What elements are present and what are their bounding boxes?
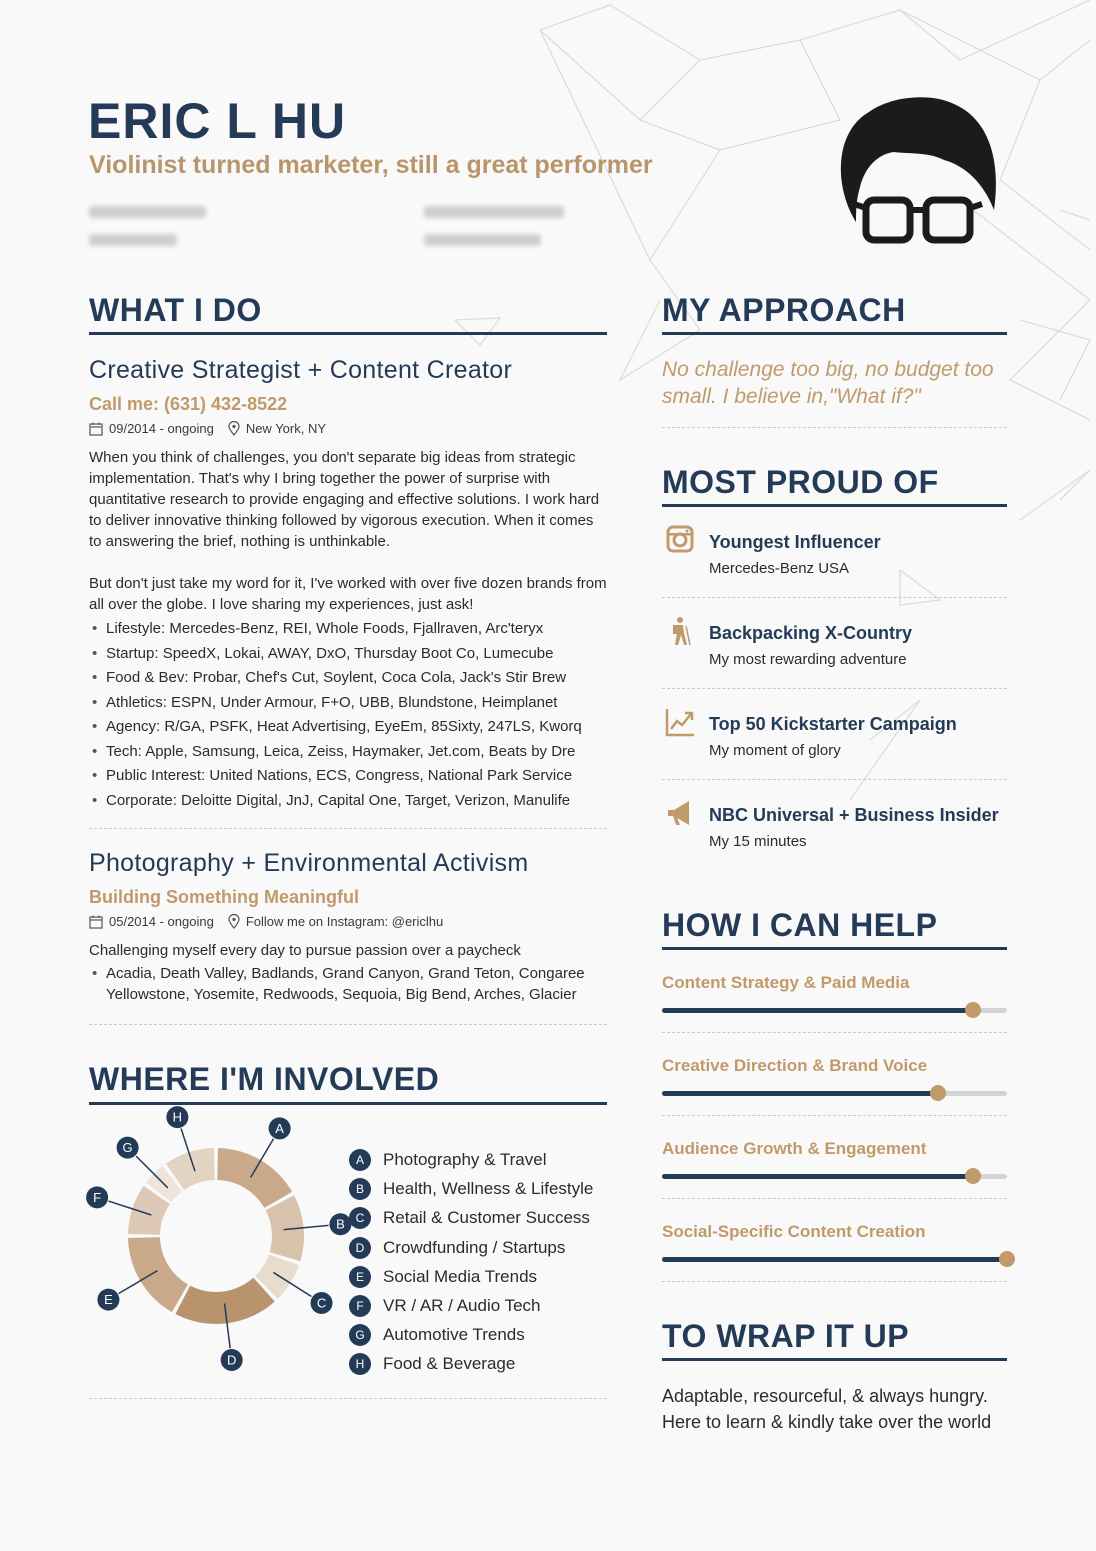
section-title-approach: MY APPROACH — [662, 292, 906, 328]
donut-label-a: A — [275, 1120, 284, 1136]
job-dates: 05/2014 - ongoing — [109, 914, 214, 929]
list-item — [89, 963, 585, 1005]
list-item: • Corporate: Deloitte Digital, JnJ, Capital One, Target, Verizon, Manulife — [89, 789, 582, 814]
list-item: • Lifestyle: Mercedes-Benz, REI, Whole Foods, Fjallraven, Arc'teryx — [89, 617, 582, 642]
section-title-help: HOW I CAN HELP — [662, 907, 938, 943]
donut-label-g: G — [122, 1140, 133, 1156]
legend-label: Crowdfunding / Startups — [383, 1237, 566, 1257]
skill-bar-fill — [662, 1174, 973, 1179]
skill-bar-fill — [662, 1008, 973, 1013]
job-title: Photography + Environmental Activism — [89, 849, 529, 877]
legend-badge: A — [349, 1149, 371, 1171]
list-item: • Tech: Apple, Samsung, Leica, Zeiss, Haymaker, Jet.com, Beats by Dre — [89, 740, 582, 765]
job-phone[interactable]: Call me: (631) 432-8522 — [89, 394, 288, 414]
legend-badge: H — [349, 1353, 371, 1375]
achievement-subtitle: My most rewarding adventure — [709, 651, 907, 668]
donut-slice-d — [175, 1278, 274, 1324]
list-item-line: Yellowstone, Yosemite, Redwoods, Sequoia, Big Bend, Arches, Glacier — [106, 986, 577, 1003]
achievement-title: NBC Universal + Business Insider — [709, 805, 999, 825]
legend-label: Health, Wellness & Lifestyle — [383, 1179, 594, 1199]
section-divider — [662, 332, 1007, 335]
instagram-icon — [665, 524, 695, 554]
dashed-divider — [662, 688, 1007, 689]
skill-bar — [662, 1091, 1007, 1096]
megaphone-icon — [665, 798, 695, 828]
legend-badge: C — [349, 1207, 371, 1229]
achievement-subtitle: Mercedes-Benz USA — [709, 560, 850, 577]
location-pin-icon — [228, 915, 240, 929]
dashed-divider — [89, 1398, 607, 1399]
donut-label-b: B — [336, 1216, 345, 1232]
section-title-proud: MOST PROUD OF — [662, 464, 939, 500]
list-item: • Athletics: ESPN, Under Armour, F+O, UBB, Blundstone, Heimplanet — [89, 691, 582, 716]
dashed-divider — [662, 1115, 1007, 1116]
skill-bar-knob — [965, 1168, 981, 1184]
legend-label: Automotive Trends — [383, 1325, 525, 1345]
tagline: Violinist turned marketer, still a great performer — [89, 151, 653, 179]
legend-label: Photography & Travel — [383, 1150, 547, 1169]
skill-label: Creative Direction & Brand Voice — [662, 1056, 928, 1075]
legend-item — [349, 1237, 565, 1259]
skill-bar-knob — [930, 1085, 946, 1101]
achievement-title: Youngest Influencer — [709, 532, 881, 552]
legend-label: VR / AR / Audio Tech — [383, 1296, 541, 1315]
legend-label: Retail & Customer Success — [383, 1208, 590, 1228]
donut-label-d: D — [226, 1352, 237, 1368]
legend-badge: F — [349, 1295, 371, 1317]
legend-item — [349, 1295, 541, 1317]
brand-list — [89, 617, 582, 813]
location-pin-icon — [228, 422, 240, 436]
instagram-handle[interactable]: Follow me on Instagram: @ericlhu — [245, 914, 444, 929]
job-subtitle: Building Something Meaningful — [89, 887, 359, 907]
dashed-divider — [662, 427, 1007, 428]
achievement-subtitle: My 15 minutes — [709, 833, 807, 850]
calendar-icon — [89, 422, 103, 436]
section-divider — [89, 332, 607, 335]
closing-line: Adaptable, resourceful, & always hungry. — [662, 1386, 988, 1406]
involvement-donut-chart — [93, 1109, 345, 1368]
section-title-wrap: TO WRAP IT UP — [662, 1318, 910, 1354]
legend-item — [349, 1207, 590, 1229]
job-meta — [89, 421, 326, 436]
legend-badge: B — [349, 1178, 371, 1200]
dashed-divider — [662, 779, 1007, 780]
section-title-what-i-do: WHAT I DO — [89, 292, 262, 328]
skill-bar — [662, 1008, 1007, 1013]
blurred-contact — [424, 234, 541, 246]
donut-label-h: H — [172, 1109, 183, 1125]
donut-slice-a — [217, 1148, 292, 1208]
legend-badge: G — [349, 1324, 371, 1346]
closing-line: Here to learn & kindly take over the world — [662, 1412, 992, 1432]
legend-item — [349, 1324, 525, 1346]
dashed-divider — [662, 597, 1007, 598]
list-item: • Agency: R/GA, PSFK, Heat Advertising, EyeEm, 85Sixty, 247LS, Kworq — [89, 715, 582, 740]
section-divider — [662, 504, 1007, 507]
legend-badge: D — [349, 1237, 371, 1259]
achievement-title: Top 50 Kickstarter Campaign — [709, 714, 957, 734]
legend-label: Food & Beverage — [383, 1354, 516, 1374]
calendar-icon — [89, 915, 103, 929]
skill-bar-fill — [662, 1257, 1007, 1262]
skill-label: Content Strategy & Paid Media — [662, 973, 910, 992]
legend-label: Social Media Trends — [383, 1266, 538, 1286]
donut-slice-e — [128, 1237, 188, 1312]
dashed-divider — [89, 1024, 607, 1025]
list-item: • Food & Bev: Probar, Chef's Cut, Soylent, Coca Cola, Jack's Stir Brew — [89, 666, 582, 691]
dashed-divider — [662, 1032, 1007, 1033]
job-description: Challenging myself every day to pursue passion over a paycheck — [89, 942, 521, 959]
job-dates: 09/2014 - ongoing — [109, 421, 214, 436]
donut-label-e: E — [104, 1292, 113, 1308]
job-title: Creative Strategist + Content Creator — [89, 356, 513, 384]
legend-item — [349, 1353, 515, 1375]
parks-list — [89, 963, 585, 1005]
job-meta — [89, 914, 443, 929]
job-description: When you think of challenges, you don't separate big ideas from strategic implementation. That's why I bring together the power of surprise with quantitative research to provide engaging and effective solutions. I work hard to deliver innovative thinking followed by vigorous execution. When it comes to answering the brief, nothing is unthinkable. — [89, 449, 600, 550]
achievement-title: Backpacking X-Country — [709, 623, 913, 643]
closing-statement — [662, 1383, 991, 1435]
section-divider — [662, 1358, 1007, 1361]
section-title-involved: WHERE I'M INVOLVED — [89, 1061, 440, 1097]
skill-bar-fill — [662, 1091, 938, 1096]
legend-badge: E — [349, 1266, 371, 1288]
hiker-icon — [665, 616, 695, 646]
section-divider — [662, 947, 1007, 950]
skill-label: Social-Specific Content Creation — [662, 1222, 926, 1241]
blurred-contact — [89, 206, 206, 218]
donut-label-c: C — [316, 1295, 327, 1311]
person-name: ERIC L HU — [88, 93, 347, 149]
list-item-line: Acadia, Death Valley, Badlands, Grand Canyon, Grand Teton, Congaree — [106, 965, 585, 982]
skill-bar — [662, 1174, 1007, 1179]
skill-bar — [662, 1257, 1007, 1262]
dashed-divider — [89, 828, 607, 829]
skill-bar-knob — [965, 1002, 981, 1018]
legend-item — [349, 1266, 537, 1288]
dashed-divider — [662, 1198, 1007, 1199]
skill-bar-knob — [999, 1251, 1015, 1267]
job-description: But don't just take my word for it, I've worked with over five dozen brands from all over the globe. I love sharing my experiences, just ask! — [89, 575, 607, 613]
donut-label-f: F — [93, 1189, 102, 1205]
section-divider — [89, 1102, 607, 1105]
avatar — [834, 92, 1000, 254]
approach-quote: No challenge too big, no budget too small. I believe in,"What if?" — [662, 358, 994, 408]
dashed-divider — [662, 1281, 1007, 1282]
list-item: • Public Interest: United Nations, ECS, Congress, National Park Service — [89, 764, 582, 789]
legend-item — [349, 1178, 593, 1200]
job-location: New York, NY — [245, 421, 327, 436]
list-item: • Startup: SpeedX, Lokai, AWAY, DxO, Thursday Boot Co, Lumecube — [89, 642, 582, 667]
achievement-subtitle: My moment of glory — [709, 742, 841, 759]
legend-item — [349, 1149, 546, 1171]
skill-label: Audience Growth & Engagement — [662, 1139, 927, 1158]
blurred-contact — [89, 234, 177, 246]
blurred-contact — [424, 206, 564, 218]
trend-chart-icon — [665, 707, 695, 737]
